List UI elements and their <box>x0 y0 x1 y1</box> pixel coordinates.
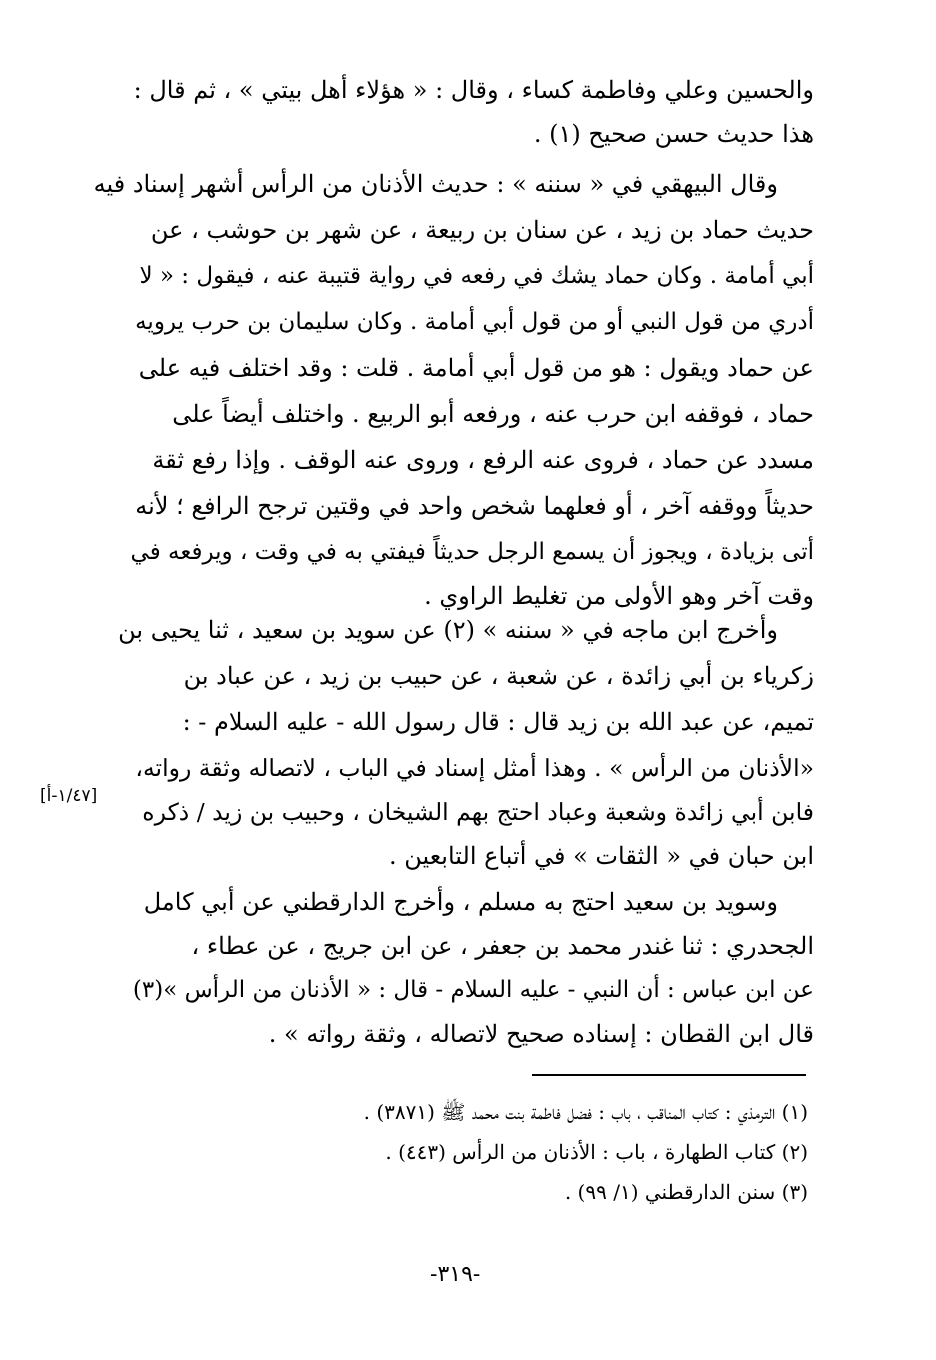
text-line: أتى بزيادة ، ويجوز أن يسمع الرجل حديثاً فيفتي به في وقت ، ويرفعه في <box>130 539 814 565</box>
text-line: أبي أمامة . وكان حماد يشك في رفعه في رواية قتيبة عنه ، فيقول : « لا <box>139 263 814 289</box>
text-line: أدري من قول النبي أو من قول أبي أمامة . وكان سليمان بن حرب يرويه <box>135 309 814 335</box>
text-line: ابن حبان في « الثقات » في أتباع التابعين . <box>388 842 814 870</box>
text-line: وقت آخر وهو الأولى من تغليط الراوي . <box>424 582 814 610</box>
footnote: (٢) كتاب الطهارة ، باب : الأذنان من الرأس (٤٤٣) . <box>385 1140 808 1164</box>
text-line: الجحدري : ثنا غندر محمد بن جعفر ، عن ابن جريج ، عن عطاء ، <box>191 932 814 960</box>
text-line: عن ابن عباس : أن النبي - عليه السلام - قال : « الأذنان من الرأس »(٣) <box>132 977 814 1003</box>
text-line: حديثاً ووقفه آخر ، أو فعلهما شخص واحد في وقتين ترجح الرافع ؛ لأنه <box>135 492 814 520</box>
text-line: هذا حديث حسن صحيح (١) . <box>533 120 814 148</box>
text-line: عن حماد ويقول : هو من قول أبي أمامة . قلت : وقد اختلف فيه على <box>138 354 814 382</box>
text-line: زكرياء بن أبي زائدة ، عن شعبة ، عن حبيب بن زيد ، عن عباد بن <box>183 662 814 690</box>
text-line: قال ابن القطان : إسناده صحيح لاتصاله ، وثقة رواته » . <box>268 1020 814 1048</box>
text-line: مسدد عن حماد ، فروى عنه الرفع ، وروى عنه الوقف . وإذا رفع ثقة <box>152 446 814 474</box>
text-line: وقال البيهقي في « سننه » : حديث الأذنان من الرأس أشهر إسناد فيه <box>93 170 778 198</box>
text-line: «الأذنان من الرأس » . وهذا أمثل إسناد في الباب ، لاتصاله وثقة رواته، <box>135 754 814 782</box>
text-line: وسويد بن سعيد احتج به مسلم ، وأخرج الدارقطني عن أبي كامل <box>143 888 778 916</box>
text-line: حماد ، فوقفه ابن حرب عنه ، ورفعه أبو الربيع . واختلف أيضاً على <box>172 400 814 428</box>
footnote: (١) الترمذي : كتاب المناقب ، باب : فضل فاطمة بنت محمد ﷺ (٣٨٧١) . <box>363 1100 808 1124</box>
text-line: وأخرج ابن ماجه في « سننه » (٢) عن سويد بن سعيد ، ثنا يحيى بن <box>118 616 778 644</box>
footnote: (٣) سنن الدارقطني (١/ ٩٩) . <box>564 1180 808 1204</box>
page-number: -٣١٩- <box>430 1262 481 1287</box>
folio-margin-note: [١/٤٧-أ] <box>40 786 98 806</box>
footnote-separator <box>532 1074 806 1076</box>
text-line: حديث حماد بن زيد ، عن سنان بن ربيعة ، عن شهر بن حوشب ، عن <box>150 216 814 244</box>
text-line: فابن أبي زائدة وشعبة وعباد احتج بهم الشيخان ، وحبيب بن زيد / ذكره <box>142 798 814 826</box>
text-line: والحسين وعلي وفاطمة كساء ، وقال : « هؤلاء أهل بيتي » ، ثم قال : <box>133 76 814 104</box>
text-line: تميم، عن عبد الله بن زيد قال : قال رسول الله - عليه السلام - : <box>182 708 814 736</box>
